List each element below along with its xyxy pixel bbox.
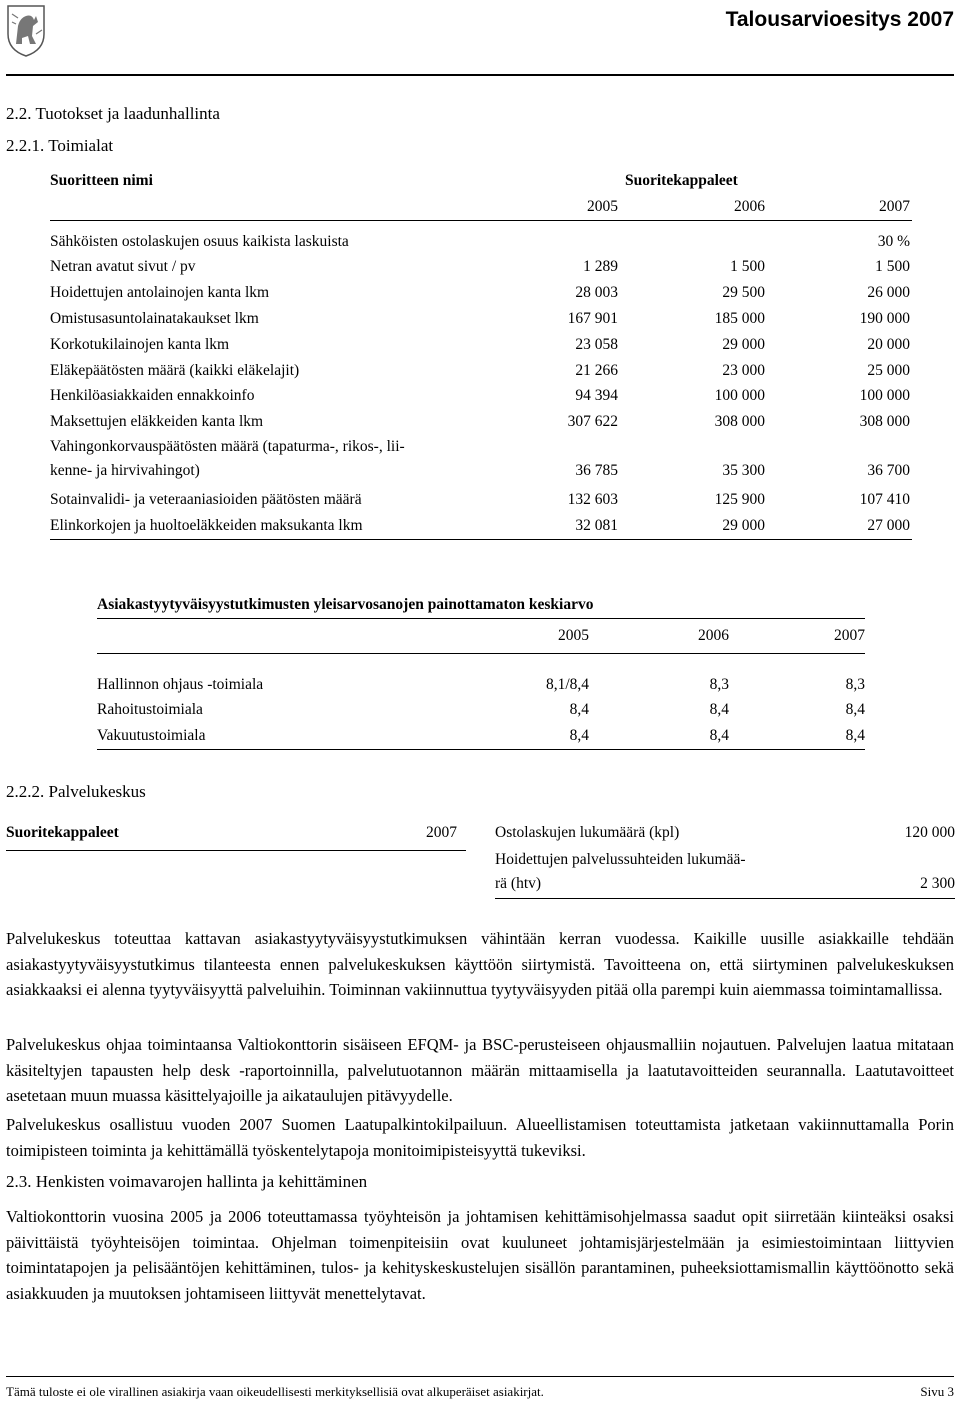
row-label: Vakuutustoimiala <box>97 727 206 745</box>
row-label: Maksettujen eläkkeiden kanta lkm <box>50 413 264 431</box>
year-2006: 2006 <box>734 197 765 215</box>
table-row <box>50 254 912 280</box>
value-2005: 94 394 <box>575 387 618 405</box>
table-row <box>97 672 865 698</box>
subsection-heading-toimialat: 2.2.1. Toimialat <box>6 136 114 155</box>
row-value: 2 300 <box>920 875 955 892</box>
document-title: Talousarvioesitys 2007 <box>725 8 954 31</box>
table-bottom-divider <box>50 539 912 540</box>
footer-disclaimer: Tämä tuloste ei ole virallinen asiakirja vaan oikeudellisesti merkityksellisiä ovat alkuperäiset asiakirjat. <box>6 1384 544 1399</box>
value-2007: 190 000 <box>859 309 910 327</box>
table-bottom-divider <box>97 749 865 750</box>
value-2007: 107 410 <box>859 490 910 508</box>
table-row <box>50 513 912 539</box>
value-2006: 125 900 <box>714 490 765 508</box>
value-2007: 8,3 <box>845 675 865 693</box>
value-2006: 29 000 <box>722 335 765 353</box>
value-2007: 1 500 <box>875 258 910 276</box>
satisfaction-table <box>97 592 865 750</box>
value-2007: 100 000 <box>859 387 910 405</box>
value-2007: 25 000 <box>867 361 910 379</box>
value-2007: 308 000 <box>859 413 910 431</box>
row-label: Omistusasuntolainatakaukset lkm <box>50 309 259 327</box>
row-label: Elinkorkojen ja huoltoeläkkeiden maksukanta lkm <box>50 516 363 534</box>
table-title <box>97 592 865 618</box>
table-title-text: Asiakastyytyväisyystutkimusten yleisarvosanojen painottamaton keskiarvo <box>97 596 594 613</box>
paragraph: Valtiokonttorin vuosina 2005 ja 2006 toteuttamassa työyhteisön ja johtamisen kehittämisohjelmassa saadut opit siirretään kiinteäksi osaksi päivittäistä työyhteisöjen toimintaa. Ohjelman toimenpiteisiin ovat kuuluneet johtamisjärjestelmään ja esimiestoimintaan liittyvien toimintatapojen ja pelisääntöjen kehittäminen, tulos- ja kehityskeskustelujen sisällön parantaminen, puheeksiottamismallin käyttöönotto sekä asiakkuuden ja muutoksen johtamiseen liittyvät menettelytavat. <box>6 1207 954 1303</box>
table-row <box>50 358 912 384</box>
row-label <box>50 435 405 483</box>
paragraph: Palvelukeskus ohjaa toimintaansa Valtiokonttorin sisäiseen EFQM- ja BSC-perusteiseen ohjausmalliin nojautuen. Palvelujen laatua mitataan käsiteltyjen tapausten help desk -raportoinnilla, palvelutuotannon määrän mittaamisella ja laatutavoitteiden seurannalla. Laatutavoitteet asetetaan muun muassa käsittelyajoille ja aikataulujen pitävyydelle. <box>6 1035 954 1105</box>
table-divider <box>6 850 466 851</box>
value-2006: 29 500 <box>722 284 765 302</box>
column-header-group: Suoritekappaleet <box>625 172 738 189</box>
row-label: Netran avatut sivut / pv <box>50 258 196 276</box>
paragraph: Palvelukeskus toteuttaa kattavan asiakastyytyväisyystutkimuksen vähintään kerran vuodessa. Kaikille uusille asiakkaille tehdään asiakastyytyväisyystutkimus tilanteesta ennen palvelukeskuksen käyttöön siirtymistä. Tavoitteena on, että siirtyminen palvelukeskuksen asiakkaaksi ei alenna tyytyväisyyttä palveluihin. Toiminnan vakiinnuttua tyytyväisyyden pitää olla parempi kuin aiemmassa toimintamallissa. <box>6 929 954 999</box>
table-header-row <box>50 168 912 194</box>
value-2005: 23 058 <box>575 335 618 353</box>
value-2005: 8,1/8,4 <box>545 675 589 693</box>
lion-crest-icon <box>6 4 46 58</box>
value-2005: 36 785 <box>575 461 618 479</box>
value-2007: 27 000 <box>867 516 910 534</box>
value-2007: 8,4 <box>845 727 865 745</box>
table-year-row <box>50 194 912 220</box>
year-2006: 2006 <box>698 626 729 644</box>
value-2005: 8,4 <box>569 727 589 745</box>
table-row <box>97 697 865 723</box>
row-label-line: rä (htv) <box>495 875 542 892</box>
value-2005: 28 003 <box>575 284 618 302</box>
table-row <box>97 723 865 749</box>
table-row <box>50 306 912 332</box>
value-2005: 167 901 <box>567 309 618 327</box>
value-2007: 20 000 <box>867 335 910 353</box>
value-2006: 8,3 <box>709 675 729 693</box>
row-label: Rahoitustoimiala <box>97 701 203 719</box>
paragraph: Palvelukeskus osallistuu vuoden 2007 Suomen Laatupalkintokilpailuun. Alueellistamisen toteuttamista jatketaan vakiinnuttamalla Porin toimipisteen toiminta ja kehittämällä työskentelytapoja monitoimipisteisyyttä tukeviksi. <box>6 1115 954 1160</box>
table-row <box>50 409 912 435</box>
value-2007: 26 000 <box>867 284 910 302</box>
value-2005: 32 081 <box>575 516 618 534</box>
value-2006: 1 500 <box>730 258 765 276</box>
section-heading: 2.2. Tuotokset ja laadunhallinta <box>6 104 220 123</box>
value-2006: 29 000 <box>722 516 765 534</box>
row-label-line: Hoidettujen palvelussuhteiden lukumää- <box>495 851 746 868</box>
value-2007: 8,4 <box>845 701 865 719</box>
year-2007: 2007 <box>879 197 910 215</box>
value-2006: 8,4 <box>709 701 729 719</box>
table-row <box>50 435 912 487</box>
value-2006: 8,4 <box>709 727 729 745</box>
table-row <box>50 229 912 255</box>
year-2005: 2005 <box>558 626 589 644</box>
value-2007: 30 % <box>877 232 910 250</box>
page-number: Sivu 3 <box>920 1384 954 1399</box>
value-2005: 132 603 <box>567 490 618 508</box>
value-2005: 307 622 <box>567 413 618 431</box>
table-row <box>50 280 912 306</box>
table-row <box>50 383 912 409</box>
column-header-name: Suoritteen nimi <box>50 172 153 189</box>
row-label-line: kenne- ja hirvivahingot) <box>50 461 200 479</box>
year-2005: 2005 <box>587 197 618 215</box>
year-2007: 2007 <box>834 626 865 644</box>
value-2006: 308 000 <box>714 413 765 431</box>
footer-divider <box>6 1376 954 1377</box>
value-2007: 36 700 <box>867 461 910 479</box>
table-row <box>50 487 912 513</box>
value-2006: 23 000 <box>722 361 765 379</box>
section-heading-henkisten-voimavarojen: 2.3. Henkisten voimavarojen hallinta ja kehittäminen <box>6 1172 368 1191</box>
row-label: Henkilöasiakkaiden ennakkoinfo <box>50 387 255 405</box>
row-label: Korkotukilainojen kanta lkm <box>50 335 230 353</box>
value-2005: 1 289 <box>583 258 618 276</box>
row-label: Sähköisten ostolaskujen osuus kaikista laskuista <box>50 232 349 250</box>
column-header-year: 2007 <box>426 824 457 841</box>
column-header-suoritekappaleet: Suoritekappaleet <box>6 824 119 841</box>
table-year-row <box>97 623 865 649</box>
row-label: Hallinnon ohjaus -toimiala <box>97 675 264 693</box>
header-divider <box>6 74 954 76</box>
row-label-line: Vahingonkorvauspäätösten määrä (tapaturma-, rikos-, lii- <box>50 437 405 455</box>
row-label: Ostolaskujen lukumäärä (kpl) <box>495 824 680 841</box>
value-2006: 185 000 <box>714 309 765 327</box>
row-label: Eläkepäätösten määrä (kaikki eläkelajit) <box>50 361 300 379</box>
value-2005: 21 266 <box>575 361 618 379</box>
palvelukeskus-table-right <box>495 824 955 898</box>
table-divider <box>495 898 955 899</box>
row-value: 120 000 <box>904 824 955 841</box>
row-label: Hoidettujen antolainojen kanta lkm <box>50 284 270 302</box>
table-row <box>50 332 912 358</box>
value-2006: 35 300 <box>722 461 765 479</box>
suoritteet-table <box>50 168 912 540</box>
value-2005: 8,4 <box>569 701 589 719</box>
subsection-heading-palvelukeskus: 2.2.2. Palvelukeskus <box>6 782 146 801</box>
value-2006: 100 000 <box>714 387 765 405</box>
row-label: Sotainvalidi- ja veteraaniasioiden päätösten määrä <box>50 490 362 508</box>
